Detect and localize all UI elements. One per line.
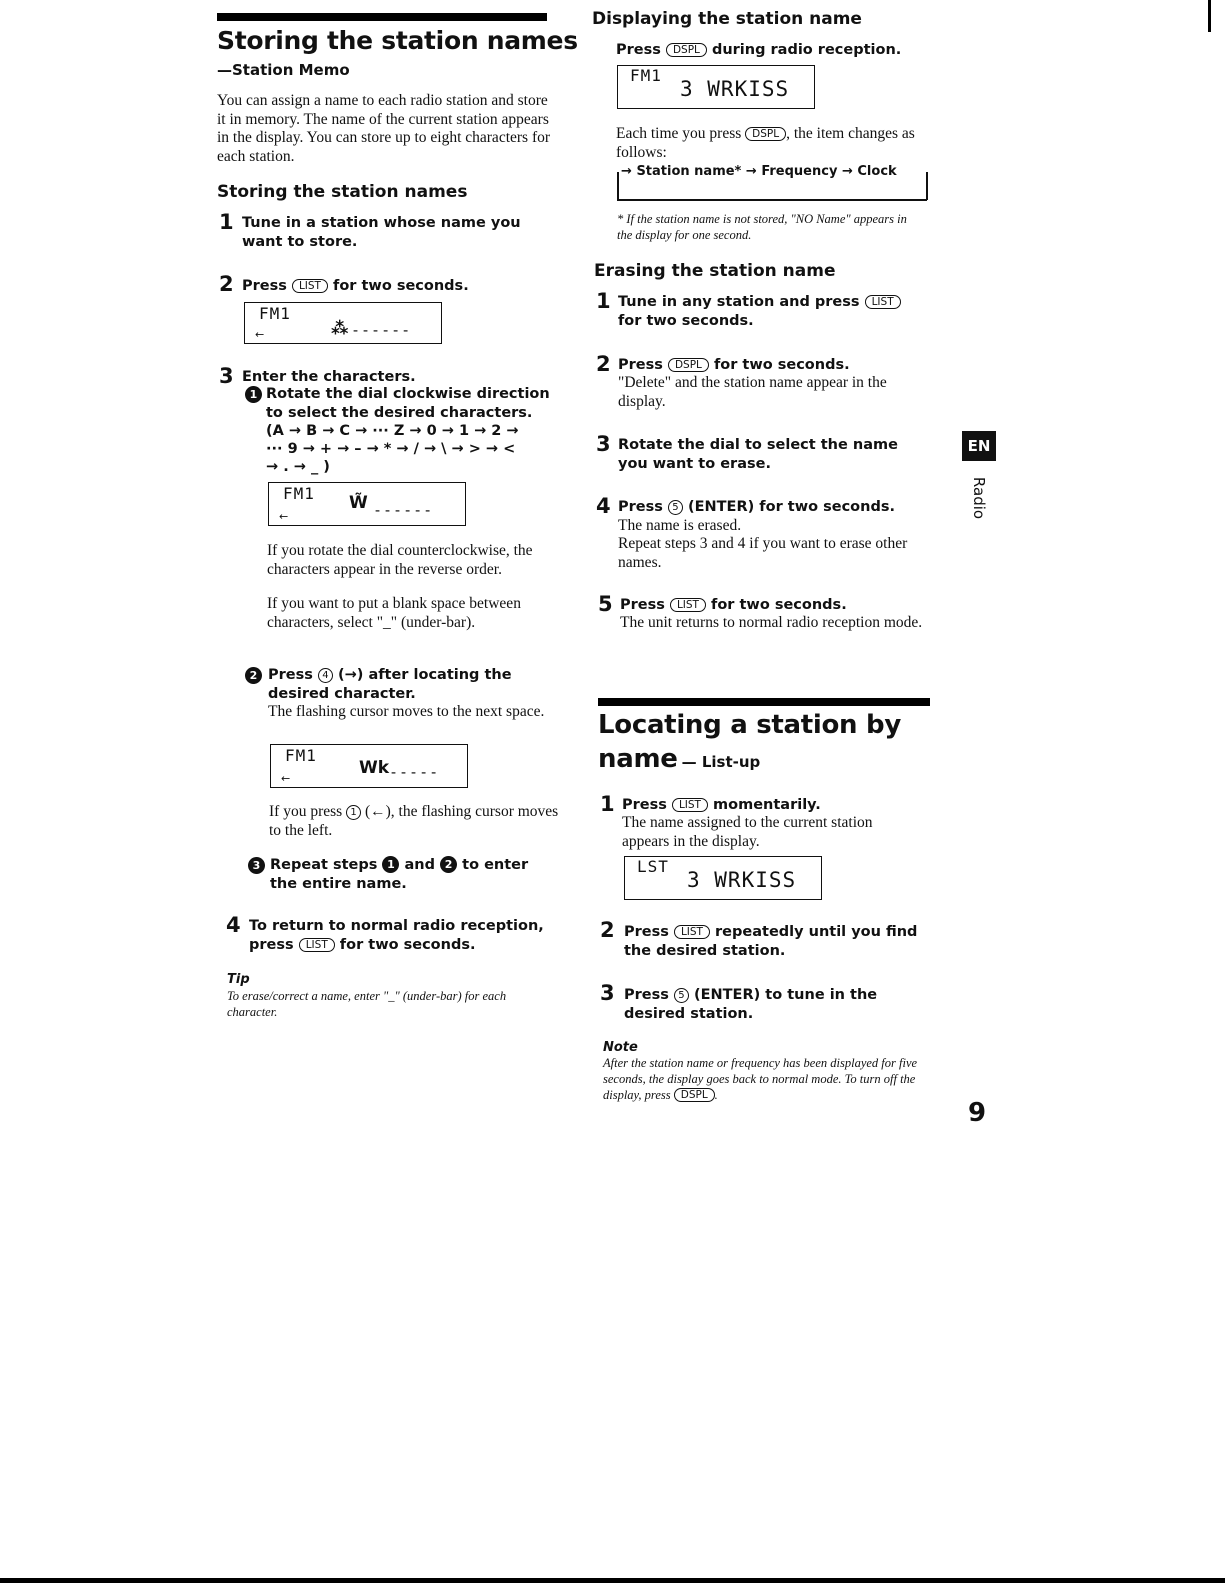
lcd-display-fm1-blank: [244, 302, 442, 344]
blank-space-note: If you want to put a blank space between characters, select "_" (under-bar).: [267, 595, 521, 631]
step-number: 2: [596, 352, 611, 376]
lcd-station-text: 3 WRKISS: [687, 868, 797, 892]
list-key: LIST: [292, 279, 328, 293]
substep-text: Rotate the dial clockwise direction to select the desired characters.: [266, 386, 550, 421]
substep-marker: 3: [248, 857, 265, 875]
char-sequence-line2: ··· 9 → + → – → * → / → \ → > → <: [266, 441, 516, 457]
lcd-display-fm1-char: [268, 482, 466, 526]
page-number: 9: [968, 1098, 987, 1128]
step-number: 3: [596, 432, 611, 456]
substep-marker: 1: [245, 386, 262, 404]
step-text: Press LIST for two seconds.: [620, 597, 847, 613]
step-number: 4: [596, 494, 611, 518]
lcd-dashes: ------: [373, 501, 434, 519]
substep-text: Press 4 (→) after locating the desired character.: [268, 667, 512, 702]
erase-heading: Erasing the station name: [594, 261, 836, 281]
step-number: 2: [219, 272, 234, 296]
key-4: 4: [318, 668, 333, 683]
lcd-band-label: FM1: [630, 66, 662, 85]
list-key: LIST: [865, 295, 901, 309]
step-note: Repeat steps 3 and 4 if you want to erase other names.: [618, 535, 908, 571]
lcd-band-label: FM1: [285, 746, 317, 765]
step-ref-marker: 1: [382, 856, 399, 873]
key-1: 1: [346, 805, 361, 820]
rotate-note: If you rotate the dial counterclockwise, the characters appear in the reverse order.: [267, 542, 533, 578]
lcd-display-station-name: [617, 65, 815, 109]
dspl-key: DSPL: [674, 1088, 715, 1102]
cycle-description: Each time you press DSPL , the item changes as follows:: [616, 125, 915, 161]
lcd-band-label: FM1: [283, 484, 315, 503]
arrow-icon: →: [841, 164, 853, 179]
step-number: 1: [600, 792, 615, 816]
step-number: 3: [600, 981, 615, 1005]
key-5: 5: [668, 500, 683, 515]
left-arrow-icon: ←: [255, 328, 265, 341]
lcd-band-label: FM1: [259, 304, 291, 323]
dspl-key: DSPL: [668, 358, 709, 372]
page-title: Storing the station names: [217, 26, 578, 55]
page-subtitle: —Station Memo: [217, 61, 350, 79]
step-note: The name is erased.: [618, 517, 742, 534]
lcd-display-fm1-next: [270, 744, 468, 788]
substep-text: Repeat steps 1 and 2 to enter the entire name.: [270, 857, 529, 892]
display-instruction: Press DSPL during radio reception.: [616, 42, 902, 58]
step-text: To return to normal radio reception, press LIST for two seconds.: [249, 918, 544, 953]
arrow-icon: →: [745, 164, 757, 179]
bottom-edge: [0, 1578, 1225, 1583]
left-arrow-icon: ←: [279, 510, 289, 523]
step-number: 2: [600, 918, 615, 942]
left-cursor-note: If you press 1 (←), the flashing cursor moves to the left.: [269, 803, 559, 839]
lcd-display-list: [624, 856, 822, 900]
step-text: Rotate the dial to select the name you want to erase.: [618, 437, 898, 472]
display-heading: Displaying the station name: [592, 9, 862, 29]
arrow-icon: →: [621, 164, 632, 179]
step-ref-marker: 2: [440, 856, 457, 873]
title-rule-right: [598, 698, 930, 706]
locate-title-line2: name — List-up: [598, 744, 761, 774]
flashing-cursor-icon: ⁂: [331, 319, 349, 339]
cursor-note: The flashing cursor moves to the next space.: [268, 703, 545, 720]
step-number: 1: [219, 210, 234, 234]
section-heading-storing: Storing the station names: [217, 182, 468, 202]
step-note: The unit returns to normal radio reception mode.: [620, 614, 923, 631]
section-side-label: Radio: [970, 476, 988, 520]
list-key: LIST: [672, 798, 708, 812]
flashing-character-icon: W̃: [349, 493, 368, 513]
footnote: * If the station name is not stored, "NO Name" appears in the display for one second.: [617, 212, 907, 242]
step-text: Tune in any station and press LIST for two seconds.: [618, 293, 923, 330]
note-heading: Note: [603, 1040, 638, 1055]
dspl-key: DSPL: [666, 43, 707, 57]
char-sequence-line1: (A → B → C → ··· Z → 0 → 1 → 2 →: [266, 423, 519, 439]
step-number: 5: [598, 592, 613, 616]
language-tab: EN: [962, 431, 996, 461]
step-text: Enter the characters.: [242, 369, 416, 385]
lcd-dashes: ------: [351, 321, 412, 339]
char-sequence-line3: → . → _ ): [266, 459, 330, 475]
step-text: Press LIST repeatedly until you find the desired station.: [624, 924, 918, 959]
step-text: Press DSPL for two seconds.: [618, 357, 850, 373]
tip-heading: Tip: [227, 972, 250, 987]
lcd-dashes: -----: [389, 763, 440, 781]
cycle-diagram: → Station name* → Frequency → Clock: [617, 164, 928, 201]
step-text: Tune in a station whose name you want to store.: [242, 215, 521, 250]
list-key: LIST: [674, 925, 710, 939]
lcd-station-text: 3 WRKISS: [680, 77, 790, 101]
step-text: Press LIST for two seconds.: [242, 278, 469, 294]
lcd-mode-label: LST: [637, 857, 669, 876]
edge-mark: [1208, 0, 1211, 32]
left-arrow-icon: ←: [281, 772, 291, 785]
title-rule-left: [217, 13, 547, 21]
note-text: After the station name or frequency has been displayed for five seconds, the display goes back to normal mode. To turn off the display, press DSPL .: [603, 1056, 918, 1102]
step-text: Press LIST momentarily.: [622, 797, 821, 813]
dspl-key: DSPL: [745, 127, 786, 141]
step-number: 4: [226, 913, 241, 937]
step-number: 1: [596, 289, 611, 313]
intro-paragraph: You can assign a name to each radio station and store it in memory. The name of the current station appears in the display. You can store up to eight characters for each station.: [217, 92, 551, 165]
list-key: LIST: [670, 598, 706, 612]
step-note: The name assigned to the current station appears in the display.: [622, 814, 873, 850]
key-5: 5: [674, 988, 689, 1003]
list-key: LIST: [299, 938, 335, 952]
tip-text: To erase/correct a name, enter "_" (under-bar) for each character.: [227, 989, 507, 1019]
step-note: "Delete" and the station name appear in the display.: [618, 374, 887, 410]
locate-title: Locating a station by: [598, 710, 901, 740]
character-w-icon: Wk: [359, 758, 390, 778]
substep-marker: 2: [245, 667, 262, 685]
step-text: Press 5 (ENTER) to tune in the desired station.: [624, 987, 878, 1022]
step-number: 3: [219, 364, 234, 388]
step-text: Press 5 (ENTER) for two seconds.: [618, 499, 895, 515]
